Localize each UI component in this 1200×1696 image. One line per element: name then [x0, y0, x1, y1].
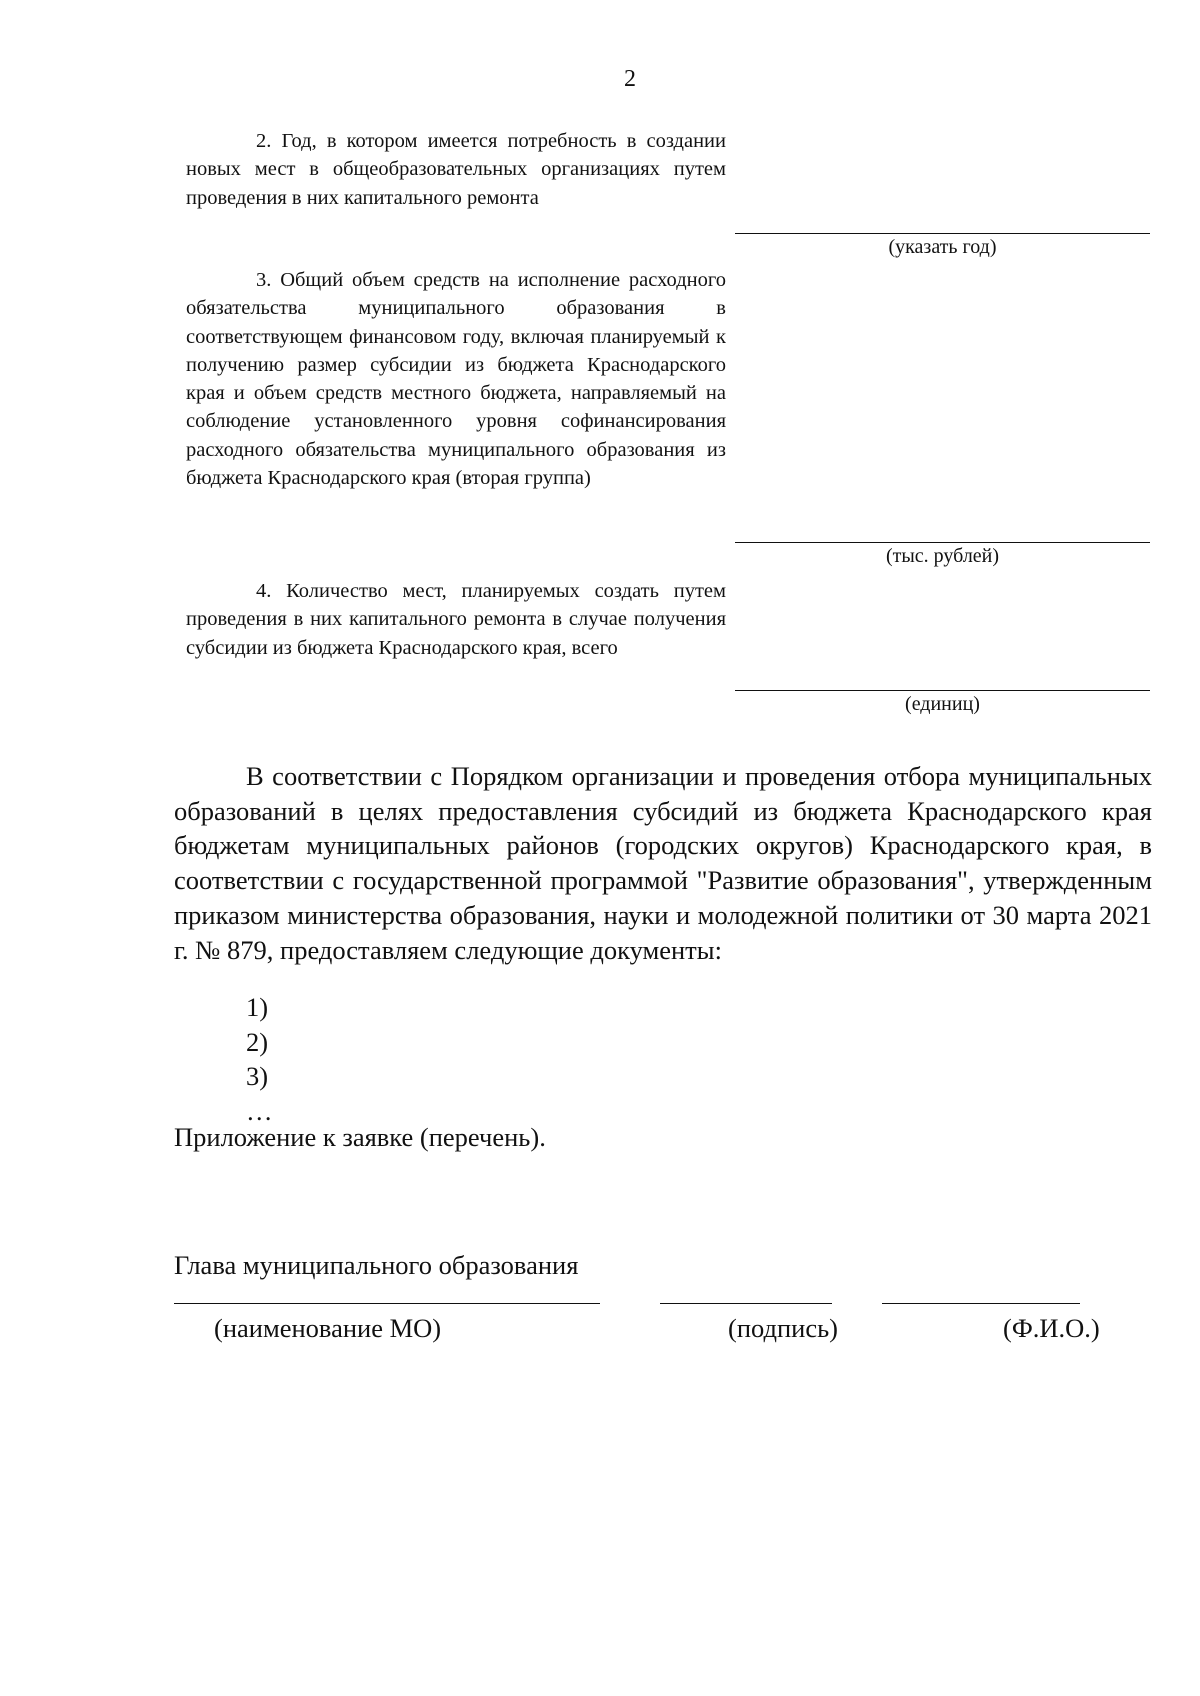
list-item: … — [246, 1096, 273, 1127]
signature-label: (подпись) — [728, 1313, 839, 1343]
answer-field-year[interactable] — [735, 233, 1150, 259]
form-item-places: 4. Количество мест, планируемых создать путем проведения в них капитального ремонта в случае получения субсидии из бюджета Краснодарского края, всего — [186, 580, 726, 659]
answer-field-places[interactable] — [735, 690, 1150, 716]
page-number: 2 — [624, 66, 636, 92]
answer-hint: (единиц) — [905, 693, 980, 715]
list-item: 2) — [246, 1026, 269, 1057]
main-paragraph: В соответствии с Порядком организации и проведения отбора муниципальных образований в целях предоставления субсидий из бюджета Краснодарского края бюджетам муниципальных районов (городских округов) Краснодарского края, в соответствии с государственной программой "Развитие образования", утвержденным приказом министерства образования, науки и молодежной политики от 30 марта 2021 г. № 879, предоставляем следующие документы: — [174, 761, 1152, 965]
fio-label: (Ф.И.О.) — [1003, 1313, 1100, 1343]
answer-line — [735, 233, 1150, 234]
form-item-budget: 3. Общий объем средств на исполнение расходного обязательства муниципального образования в соответствующем финансовом году, включая планируемый к получению размер субсидии из бюджета Краснодарского края и объем средств местного бюджета, направляемый на соблюдение установленного уровня софинансирования расходного обязательства муниципального образования из бюджета Краснодарского края (вторая группа) — [186, 269, 726, 490]
answer-hint: (указать год) — [888, 236, 997, 258]
fio-line[interactable] — [882, 1303, 1080, 1304]
mo-name-line[interactable] — [174, 1303, 600, 1304]
list-item: 3) — [246, 1061, 269, 1092]
answer-line — [735, 542, 1150, 543]
form-item-year: 2. Год, в котором имеется потребность в создании новых мест в общеобразовательных организациях путем проведения в них капитального ремонта — [186, 130, 726, 209]
answer-field-budget[interactable] — [735, 542, 1150, 568]
answer-line — [735, 690, 1150, 691]
list-item: 1) — [246, 992, 269, 1022]
documents-list — [246, 990, 273, 1129]
signature-line[interactable] — [660, 1303, 832, 1304]
appendix-note: Приложение к заявке (перечень). — [174, 1122, 546, 1152]
head-title: Глава муниципального образования — [174, 1250, 579, 1280]
mo-name-label: (наименование МО) — [214, 1313, 442, 1343]
answer-hint: (тыс. рублей) — [885, 545, 1000, 567]
